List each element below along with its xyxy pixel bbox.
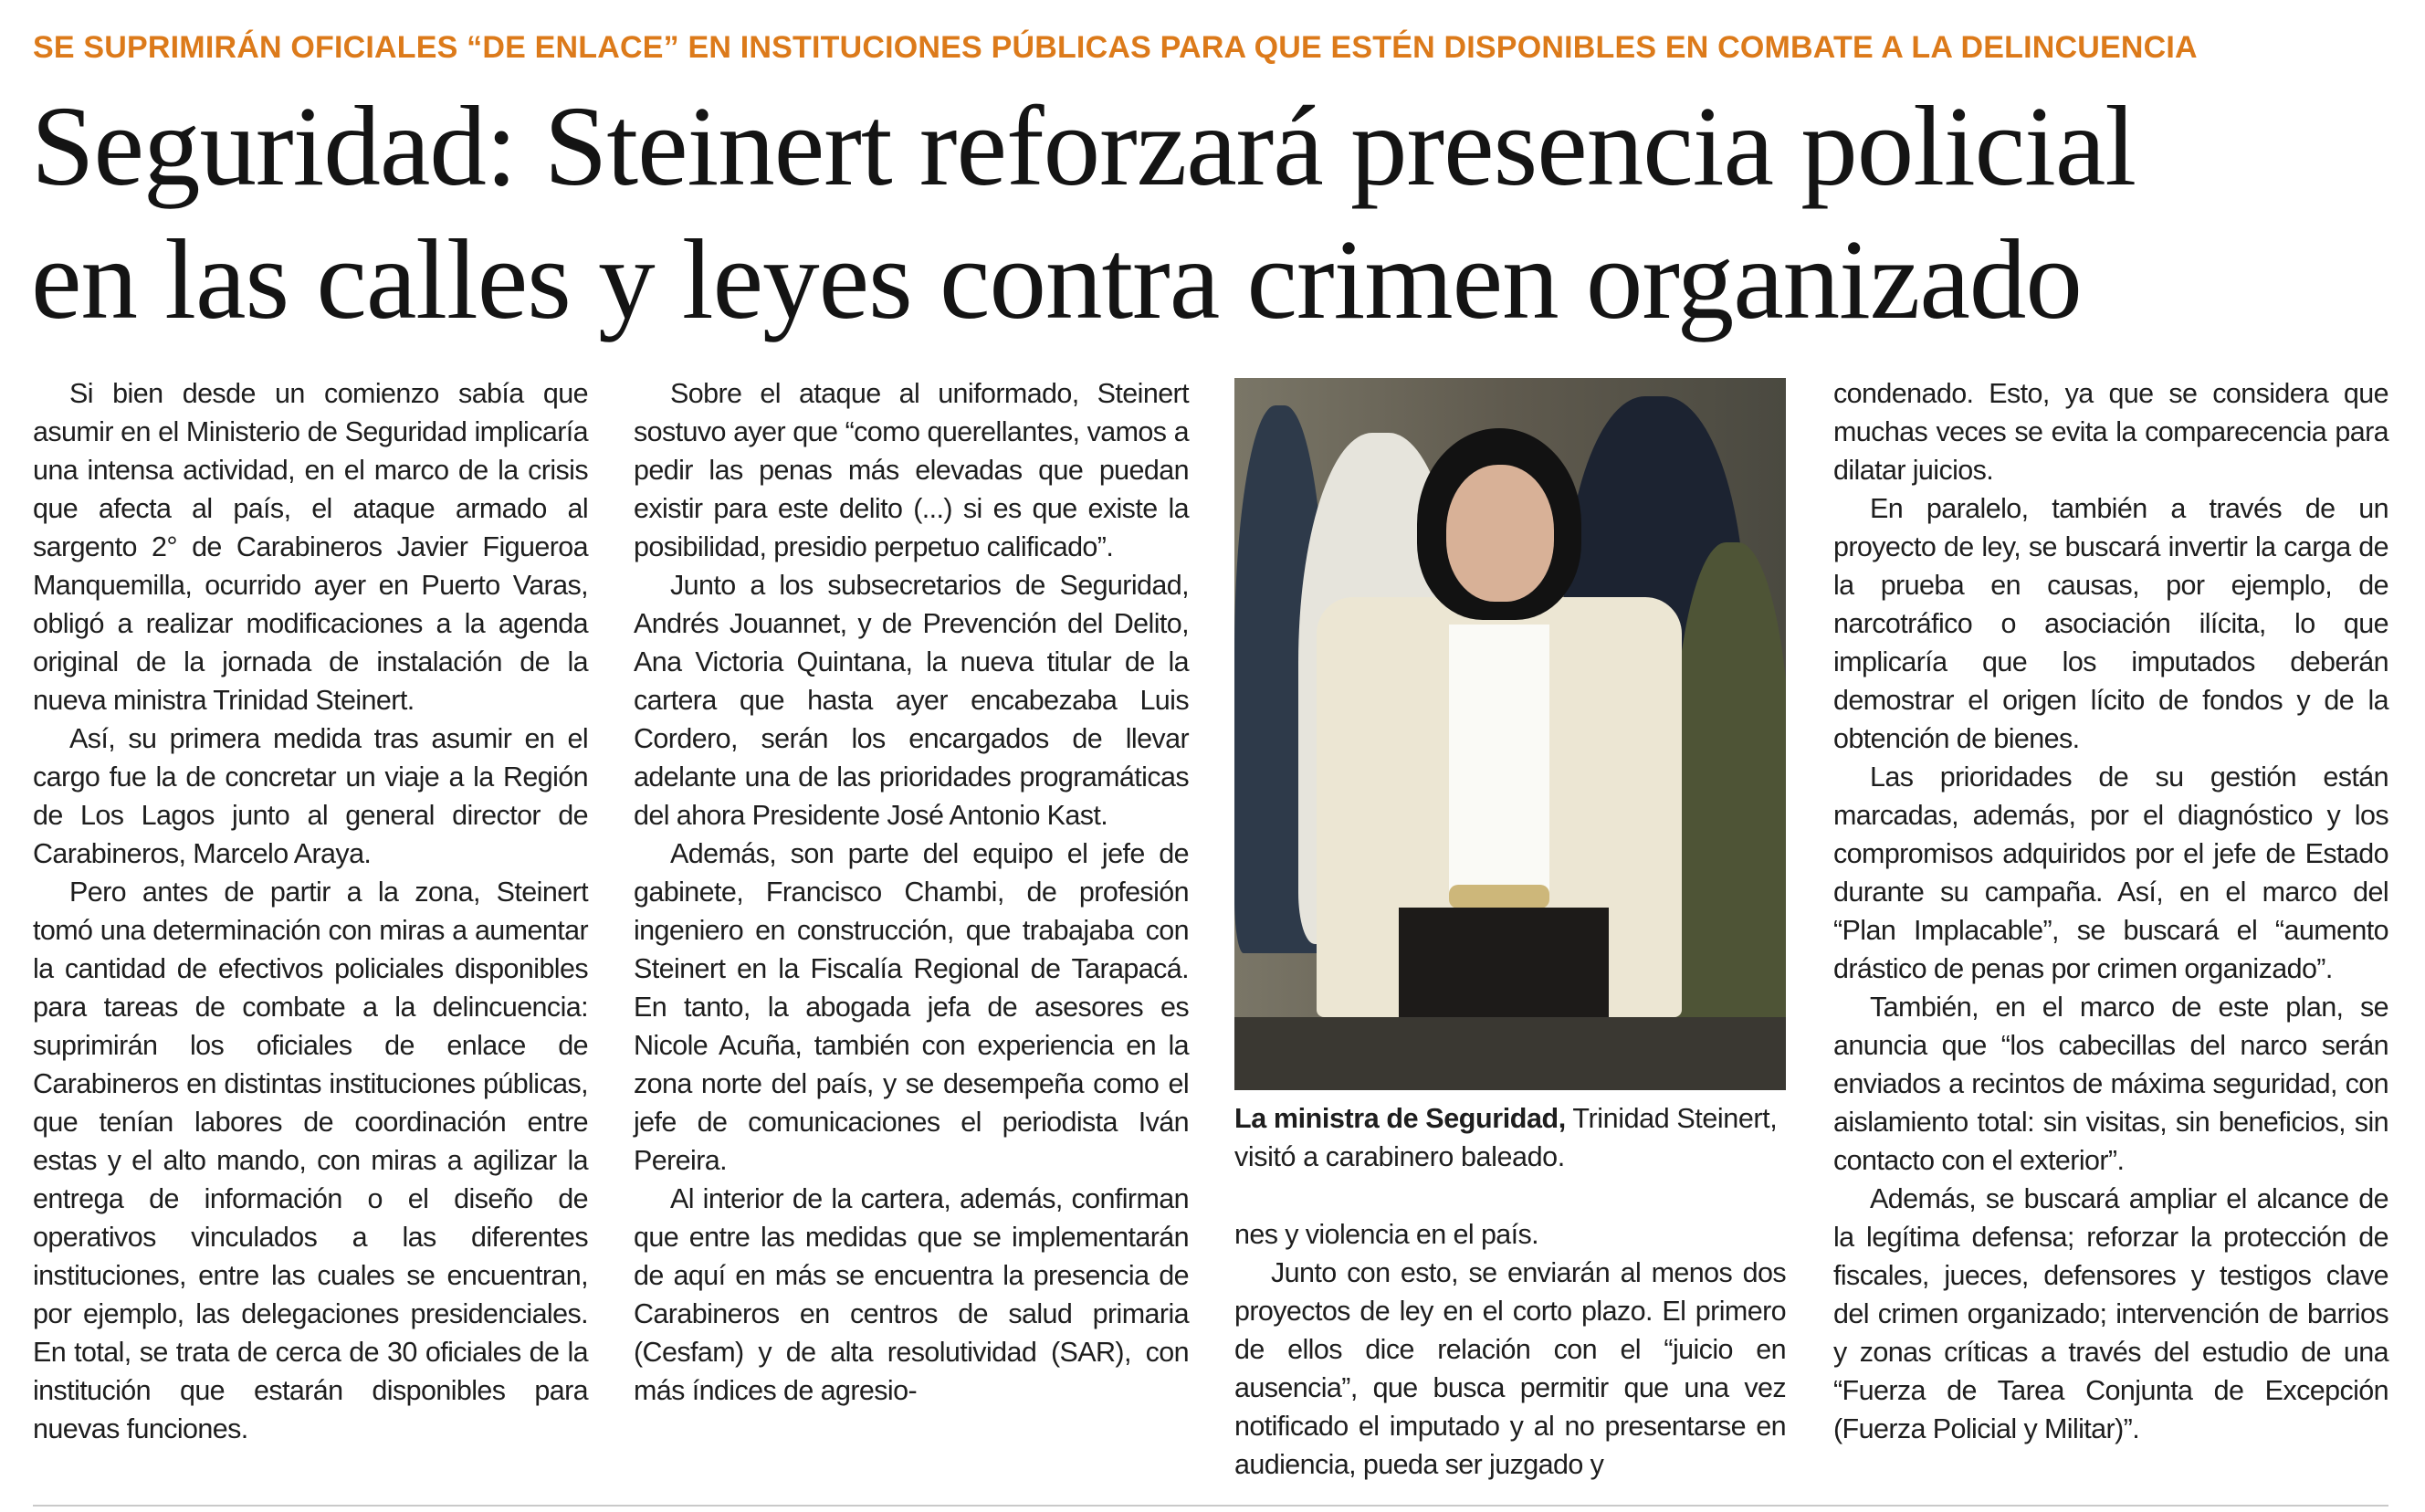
- paragraph: Así, su primera medida tras asumir en el cargo fue la de concretar un viaje a la Región de Los Lagos junto al general director de Carabineros, Marcelo Araya.: [33, 723, 588, 869]
- paragraph: Junto a los subsecretarios de Seguridad, Andrés Jouannet, y de Prevención del Delito, Ana Victoria Quintana, la nueva titular de la cartera que hasta ayer encabezaba Luis Cordero, serán los encargados de llevar adelante una de las prioridades programáticas del ahora Presidente José Antonio Kast.: [634, 570, 1189, 831]
- bottom-rule: [33, 1505, 2388, 1507]
- paragraph: Si bien desde un comienzo sabía que asumir en el Ministerio de Seguridad implicaría una intensa actividad, en el marco de la crisis que afecta al país, el ataque armado al sargento 2° de Carabineros Javier Figueroa Manquemilla, ocurrido ayer en Puerto Varas, obligó a realizar modificaciones a la agenda original de la jornada de instalación de la nueva ministra Trinidad Steinert.: [33, 378, 588, 716]
- paragraph: Sobre el ataque al uniformado, Steinert sostuvo ayer que “como querellantes, vamos a pedir las penas más elevadas que puedan existir para este delito (...) si es que existe la posibilidad, presidio perpetuo calificado”.: [634, 378, 1189, 562]
- article-column-4: [1833, 374, 2388, 1448]
- headline-line-2: en las calles y leyes contra crimen organizado: [31, 217, 2082, 343]
- photo-caption: [1234, 1099, 1786, 1176]
- paragraph: Las prioridades de su gestión están marcadas, además, por el diagnóstico y los compromisos adquiridos por el jefe de Estado durante su campaña. Así, en el marco del “Plan Implacable”, se buscará el “aumento drástico de penas por crimen organizado”.: [1833, 761, 2388, 984]
- paragraph: En paralelo, también a través de un proyecto de ley, se buscará invertir la carga de la prueba en causas, por ejemplo, de narcotráfico o asociación ilícita, lo que implicaría que los imputados deberán demostrar el origen lícito de fondos y de la obtención de bienes.: [1833, 493, 2388, 754]
- article-column-1: [33, 374, 588, 1448]
- paragraph: Junto con esto, se enviarán al menos dos proyectos de ley en el corto plazo. El primero de ellos dice relación con el “juicio en ausencia”, que busca permitir que una vez notificado el imputado y al no presentarse en audiencia, pueda ser juzgado y: [1234, 1257, 1786, 1480]
- article-column-2: [634, 374, 1189, 1410]
- caption-lead: La ministra de Seguridad,: [1234, 1103, 1566, 1134]
- paragraph: También, en el marco de este plan, se anuncia que “los cabecillas del narco serán enviados a recintos de máxima seguridad, con aislamiento total: sin visitas, sin beneficios, sin contacto con el exterior”.: [1833, 992, 2388, 1176]
- caption-text: Trinidad Steinert, visitó a carabinero baleado.: [1234, 1103, 1778, 1172]
- paragraph: nes y violencia en el país.: [1234, 1219, 1539, 1250]
- headline: [31, 80, 2405, 347]
- article-column-3: [1234, 1215, 1786, 1484]
- news-photo: [1234, 378, 1786, 1090]
- paragraph: Además, son parte del equipo el jefe de gabinete, Francisco Chambi, de profesión ingeniero en construcción, que trabajaba con Steinert en la Fiscalía Regional de Tarapacá. En tanto, la abogada jefa de asesores es Nicole Acuña, también con experiencia en la zona norte del país, y se desempeña como el jefe de comunicaciones el periodista Iván Pereira.: [634, 838, 1189, 1176]
- kicker: SE SUPRIMIRÁN OFICIALES “DE ENLACE” EN INSTITUCIONES PÚBLICAS PARA QUE ESTÉN DISPONIBLES EN COMBATE A LA DELINCUENCIA: [33, 30, 2198, 65]
- paragraph: condenado. Esto, ya que se considera que muchas veces se evita la comparecencia para dilatar juicios.: [1833, 378, 2388, 486]
- paragraph: Pero antes de partir a la zona, Steinert tomó una determinación con miras a aumentar la cantidad de efectivos policiales disponibles para tareas de combate a la delincuencia: suprimirán los oficiales de enlace de Carabineros en distintas instituciones públicas, que tenían labores de coordinación entre estas y el alto mando, con miras a agilizar la entrega de información o el diseño de operativos vinculados a las diferentes instituciones, entre las cuales se encuentran, por ejemplo, las delegaciones presidenciales. En total, se trata de cerca de 30 oficiales de la institución que estarán disponibles para nuevas funciones.: [33, 877, 588, 1444]
- headline-line-1: Seguridad: Steinert reforzará presencia policial: [31, 84, 2136, 210]
- paragraph: Además, se buscará ampliar el alcance de la legítima defensa; reforzar la protección de fiscales, jueces, defensores y testigos clave del crimen organizado; intervención de barrios y zonas críticas a través del estudio de una “Fuerza de Tarea Conjunta de Excepción (Fuerza Policial y Militar)”.: [1833, 1183, 2388, 1444]
- paragraph: Al interior de la cartera, además, confirman que entre las medidas que se implementarán de aquí en más se encuentra la presencia de Carabineros en centros de salud primaria (Cesfam) y de alta resolutividad (SAR), con más índices de agresio-: [634, 1183, 1189, 1406]
